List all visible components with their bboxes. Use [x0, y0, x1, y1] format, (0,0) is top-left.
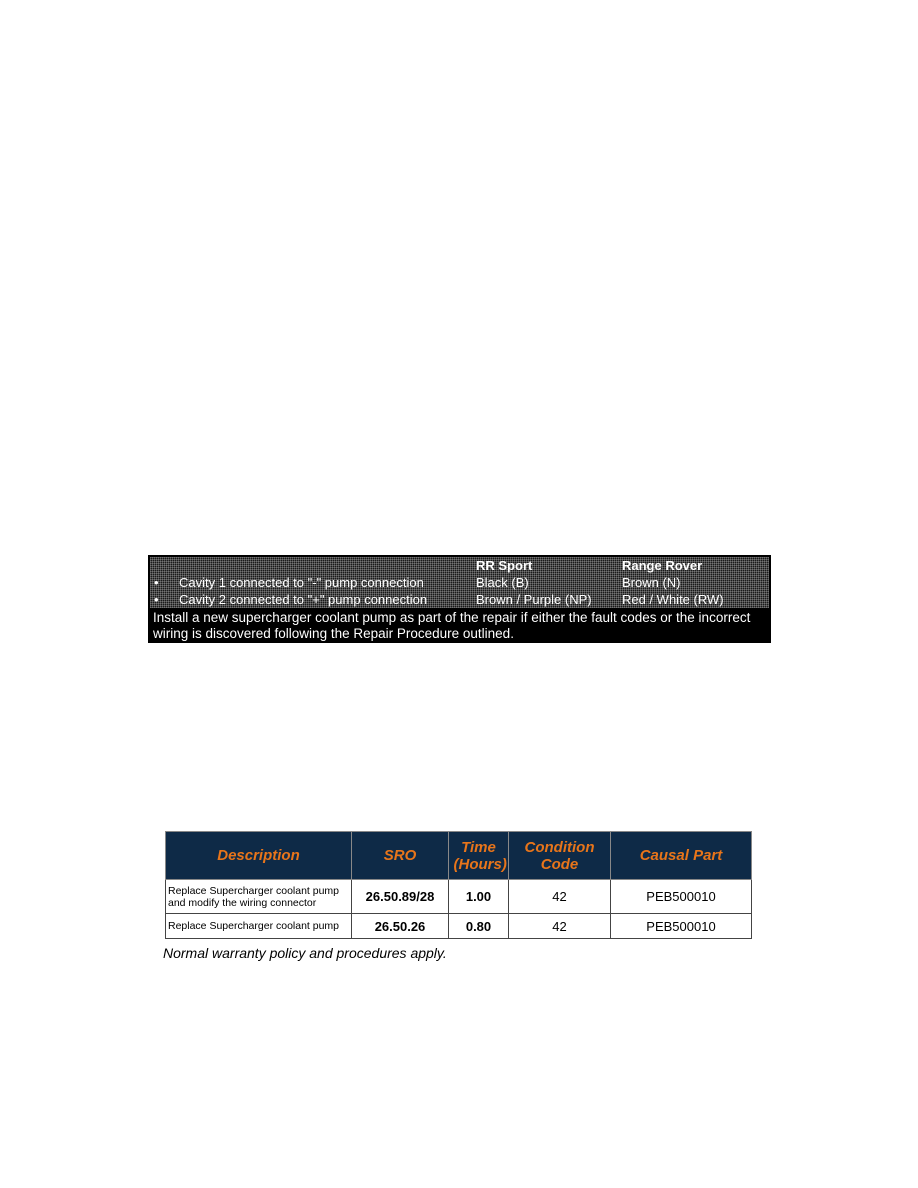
wiring-info-box [148, 555, 771, 643]
row-1-sro: 26.50.89/28 [352, 880, 449, 914]
cavity-2-range-rover-color: Red / White (RW) [622, 592, 724, 607]
warranty-footnote: Normal warranty policy and procedures apply. [163, 945, 447, 961]
bullet-icon: • [154, 575, 159, 590]
row-1-description: Replace Supercharger coolant pump and modify the wiring connector [166, 880, 352, 914]
rr-sport-header: RR Sport [476, 558, 533, 573]
row-2-causal-part: PEB500010 [611, 914, 752, 939]
row-1-time: 1.00 [449, 880, 509, 914]
wiring-color-grid [150, 557, 769, 608]
row-2-sro: 26.50.26 [352, 914, 449, 939]
cavity-1-range-rover-color: Brown (N) [622, 575, 681, 590]
row-1-causal-part: PEB500010 [611, 880, 752, 914]
time-header [449, 832, 509, 880]
warranty-table [165, 831, 752, 939]
sro-header: SRO [352, 832, 449, 880]
condition-code-header-label: Condition Code [524, 838, 595, 873]
row-2-condition-code: 42 [509, 914, 611, 939]
table-row [166, 880, 752, 914]
cavity-2-description: Cavity 2 connected to "+" pump connection [179, 592, 428, 607]
row-1-condition-code: 42 [509, 880, 611, 914]
wiring-row-cavity-1 [150, 574, 769, 591]
wiring-header-row [150, 557, 769, 574]
cavity-2-rr-sport-color: Brown / Purple (NP) [476, 592, 592, 607]
row-2-description: Replace Supercharger coolant pump [166, 914, 352, 939]
row-2-time: 0.80 [449, 914, 509, 939]
install-note: Install a new supercharger coolant pump as part of the repair if either the fault codes or the incorrect wiring is discovered following the Repair Procedure outlined. [153, 610, 751, 641]
table-row [166, 914, 752, 939]
causal-part-header: Causal Part [611, 832, 752, 880]
description-header: Description [166, 832, 352, 880]
condition-code-header [509, 832, 611, 880]
time-header-label: Time (Hours) [453, 838, 507, 873]
cavity-1-description: Cavity 1 connected to "-" pump connection [179, 575, 424, 590]
cavity-1-rr-sport-color: Black (B) [476, 575, 529, 590]
bullet-icon: • [154, 592, 159, 607]
range-rover-header: Range Rover [622, 558, 703, 573]
warranty-header-row [166, 832, 752, 880]
wiring-row-cavity-2 [150, 591, 769, 608]
